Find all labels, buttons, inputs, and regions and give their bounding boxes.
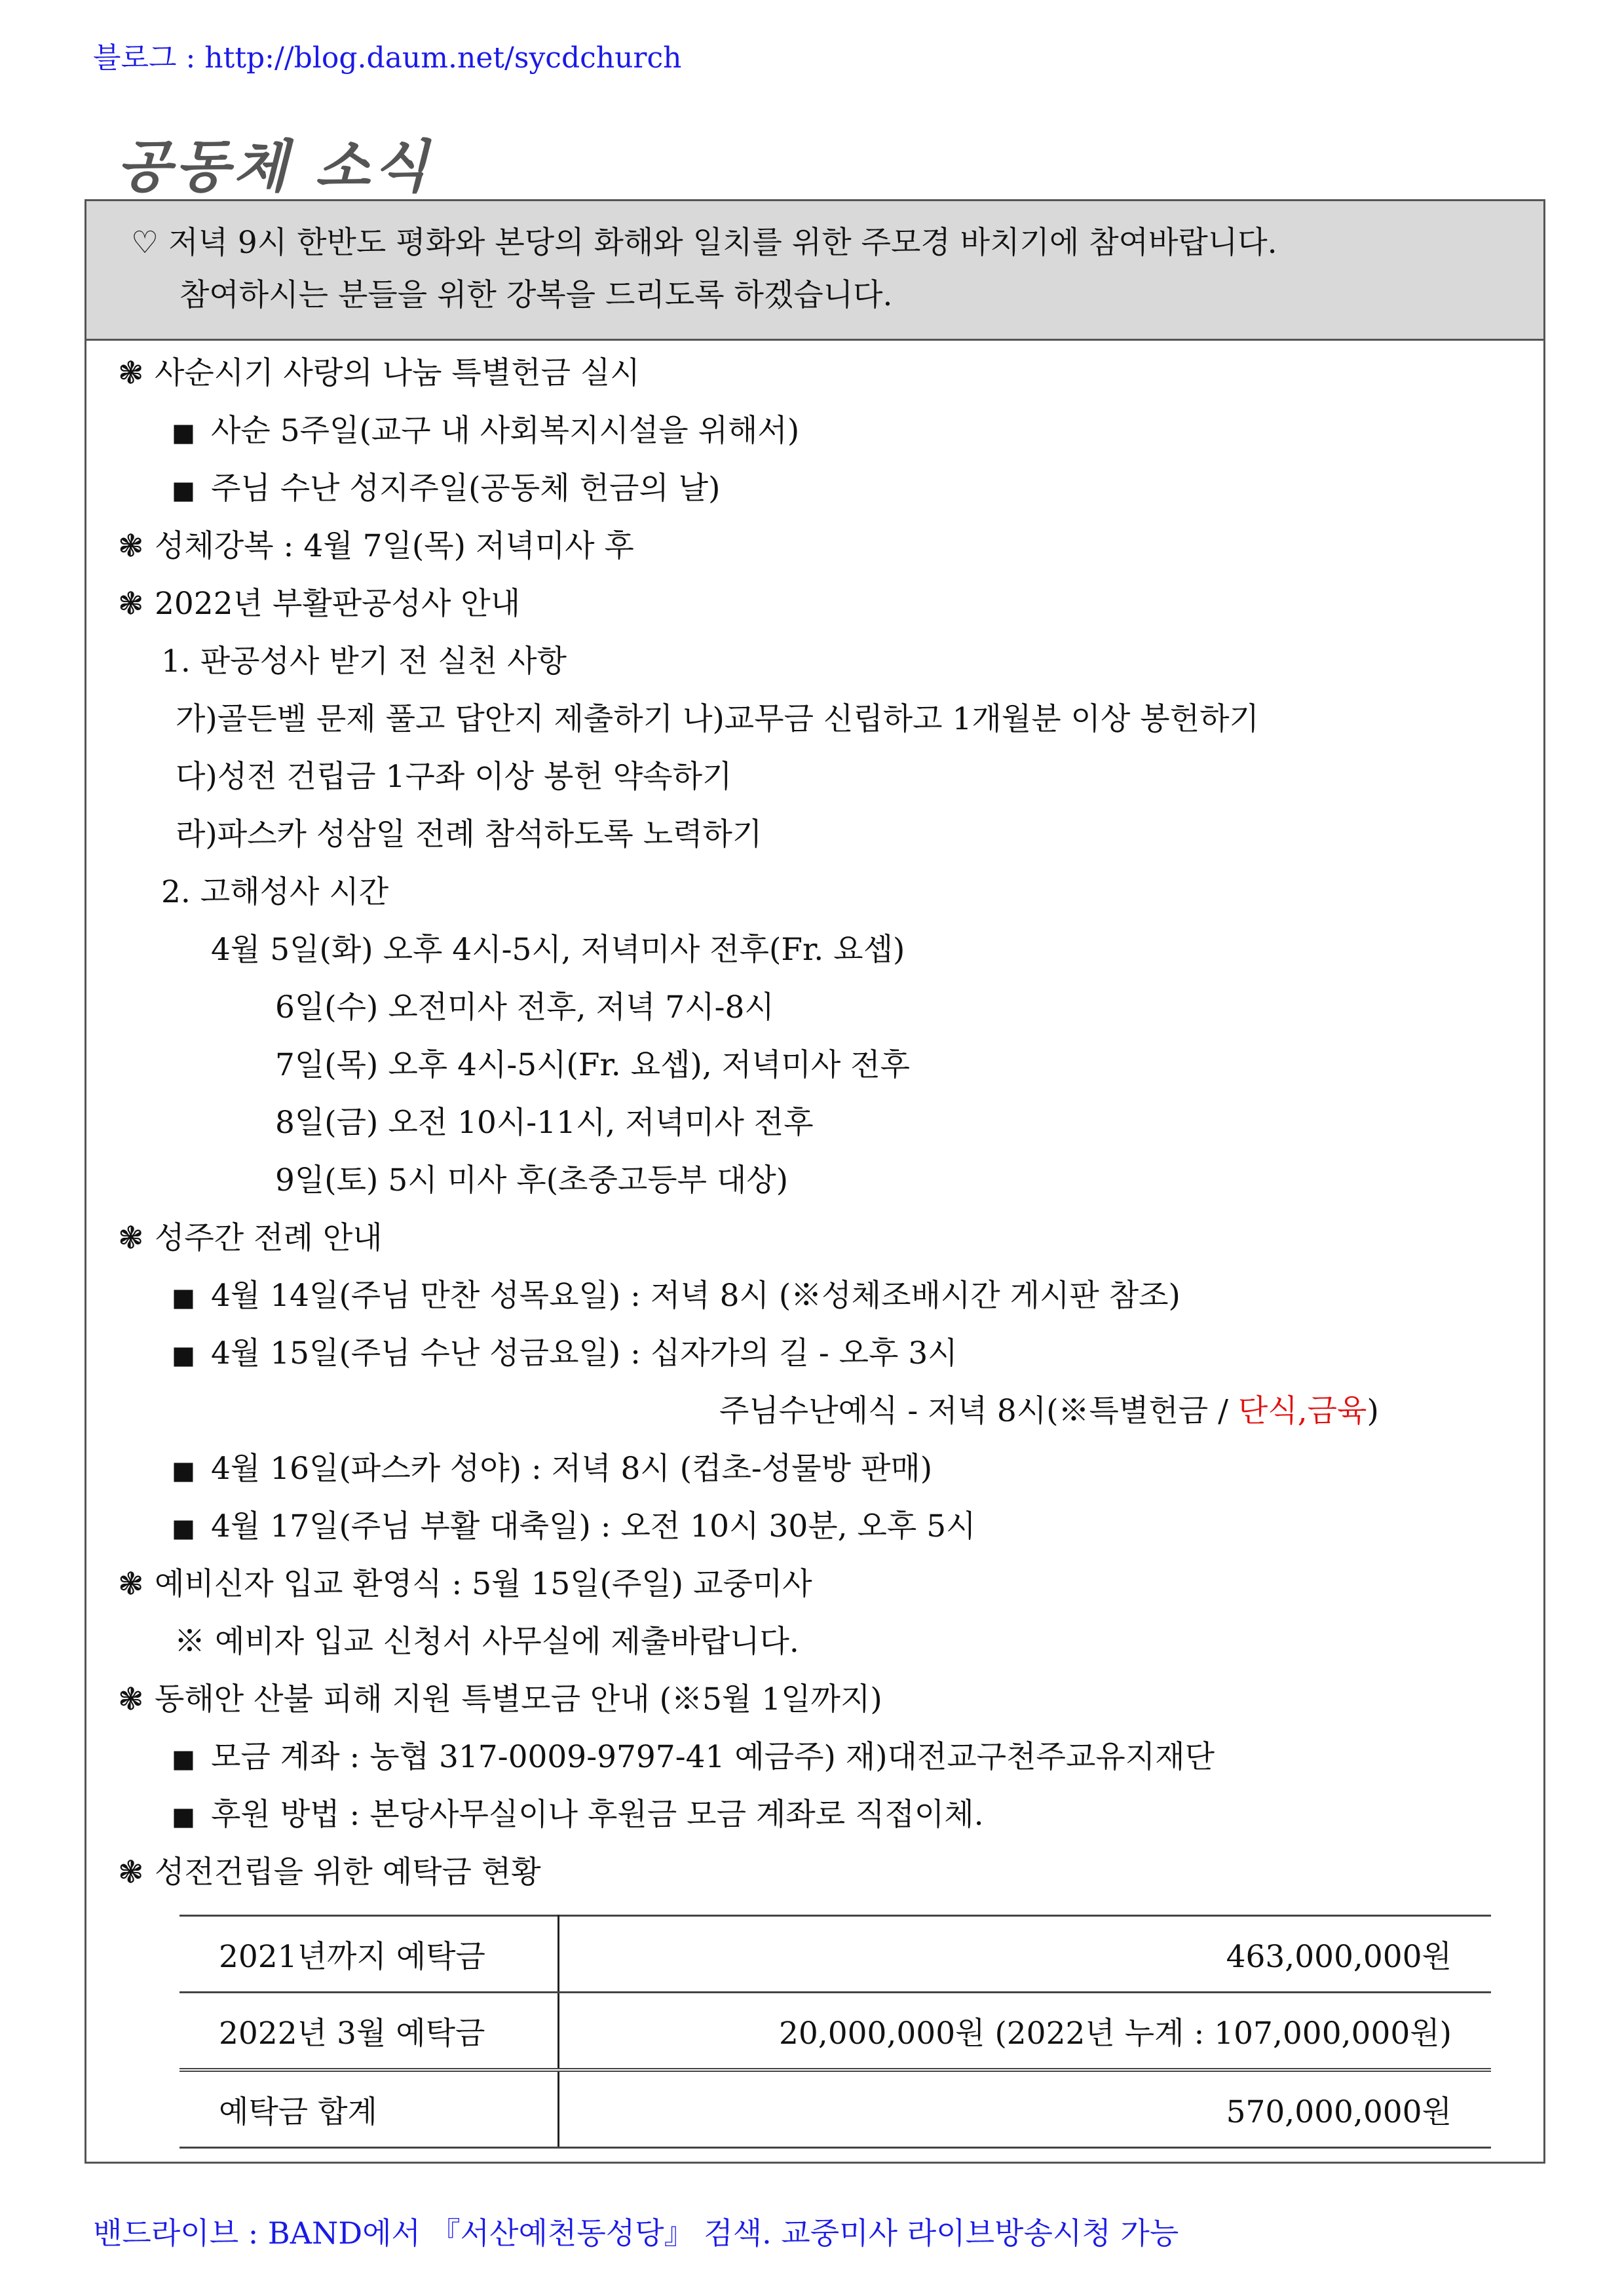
list-item: ■ 주님 수난 성지주일(공동체 헌금의 날) (172, 469, 720, 510)
deposit-value: 463,000,000원 (558, 1916, 1491, 1993)
table-row (179, 1993, 1491, 2071)
list-item: ❃ 성전건립을 위한 예탁금 현황 (118, 1853, 541, 1892)
flower-bullet-icon: ❃ (118, 1681, 144, 1717)
list-item: 9일(토) 5시 미사 후(초중고등부 대상) (275, 1162, 789, 1198)
list-item: ■ 후원 방법 : 본당사무실이나 후원금 모금 계좌로 직접이체. (172, 1795, 984, 1836)
list-item: 1. 판공성사 받기 전 실천 사항 (161, 643, 567, 679)
notice-box (86, 201, 1543, 341)
list-item: ※ 예비자 입교 신청서 사무실에 제출바랍니다. (174, 1624, 799, 1660)
list-item: ■ 사순 5주일(교구 내 사회복지시설을 위해서) (172, 411, 799, 452)
notice-line-1: ♡ 저녁 9시 한반도 평화와 본당의 화해와 일치를 위한 주모경 바치기에 참여바랍니다. (131, 225, 1277, 261)
table-row (179, 1916, 1491, 1993)
list-item: ❃ 성체강복 : 4월 7일(목) 저녁미사 후 (118, 527, 634, 566)
list-item: 8일(금) 오전 10시-11시, 저녁미사 전후 (275, 1105, 814, 1141)
list-item: ❃ 사순시기 사랑의 나눔 특별헌금 실시 (118, 354, 640, 393)
list-item: ❃ 2022년 부활판공성사 안내 (118, 584, 520, 624)
list-item: 가)골든벨 문제 풀고 답안지 제출하기 나)교무금 신립하고 1개월분 이상 봉헌하기 (176, 701, 1259, 737)
notice-line-2: 참여하시는 분들을 위한 강복을 드리도록 하겠습니다. (179, 277, 893, 313)
page-title: 공동체 소식 (117, 134, 432, 200)
flower-bullet-icon: ❃ (118, 355, 144, 391)
deposit-total-label: 예탁금 합계 (179, 2070, 558, 2148)
list-item: ❃ 예비신자 입교 환영식 : 5월 15일(주일) 교중미사 (118, 1565, 812, 1604)
blog-link[interactable]: 블로그 : http://blog.daum.net/sycdchurch (93, 41, 682, 75)
list-item: 7일(목) 오후 4시-5시(Fr. 요셉), 저녁미사 전후 (275, 1047, 911, 1083)
deposit-total-value: 570,000,000원 (558, 2070, 1491, 2148)
list-item: 다)성전 건립금 1구좌 이상 봉헌 약속하기 (176, 759, 732, 795)
band-live-notice[interactable]: 밴드라이브 : BAND에서 『서산예천동성당』 검색. 교중미사 라이브방송시청 가능 (93, 2215, 1179, 2251)
list-item: ■ 모금 계좌 : 농협 317-0009-9797-41 예금주) 재)대전교구천주교유지재단 (172, 1738, 1215, 1778)
fasting-abstinence-text: 단식,금육 (1237, 1393, 1367, 1429)
square-bullet-icon: ■ (172, 1744, 195, 1773)
list-item: 주님수난예식 - 저녁 8시(※특별헌금 / 단식,금육) (719, 1393, 1379, 1429)
list-item: ■ 4월 14일(주님 만찬 성목요일) : 저녁 8시 (※성체조배시간 게시판 참조) (172, 1276, 1180, 1317)
square-bullet-icon: ■ (172, 476, 195, 505)
square-bullet-icon: ■ (172, 1514, 195, 1542)
deposit-value: 20,000,000원 (2022년 누계 : 107,000,000원) (558, 1993, 1491, 2071)
square-bullet-icon: ■ (172, 418, 195, 447)
list-item: ■ 4월 16일(파스카 성야) : 저녁 8시 (컵초-성물방 판매) (172, 1449, 932, 1490)
flower-bullet-icon: ❃ (118, 586, 144, 622)
list-item: 6일(수) 오전미사 전후, 저녁 7시-8시 (275, 989, 774, 1025)
flower-bullet-icon: ❃ (118, 1220, 144, 1256)
flower-bullet-icon: ❃ (118, 1566, 144, 1602)
list-item: 4월 5일(화) 오후 4시-5시, 저녁미사 전후(Fr. 요셉) (211, 932, 905, 968)
square-bullet-icon: ■ (172, 1283, 195, 1312)
square-bullet-icon: ■ (172, 1341, 195, 1369)
flower-bullet-icon: ❃ (118, 528, 144, 564)
list-item: ■ 4월 17일(주님 부활 대축일) : 오전 10시 30분, 오후 5시 (172, 1507, 976, 1548)
flower-bullet-icon: ❃ (118, 1854, 144, 1890)
list-item: ❃ 성주간 전례 안내 (118, 1219, 383, 1258)
list-item: ■ 4월 15일(주님 수난 성금요일) : 십자가의 길 - 오후 3시 (172, 1334, 958, 1375)
table-row-total (179, 2070, 1491, 2148)
square-bullet-icon: ■ (172, 1802, 195, 1831)
list-item: 2. 고해성사 시간 (161, 874, 389, 910)
list-item: ❃ 동해안 산불 피해 지원 특별모금 안내 (※5월 1일까지) (118, 1680, 882, 1719)
list-item: 라)파스카 성삼일 전례 참석하도록 노력하기 (176, 816, 763, 852)
square-bullet-icon: ■ (172, 1456, 195, 1485)
deposit-label: 2021년까지 예탁금 (179, 1916, 558, 1993)
deposit-table (179, 1915, 1491, 2149)
deposit-label: 2022년 3월 예탁금 (179, 1993, 558, 2071)
